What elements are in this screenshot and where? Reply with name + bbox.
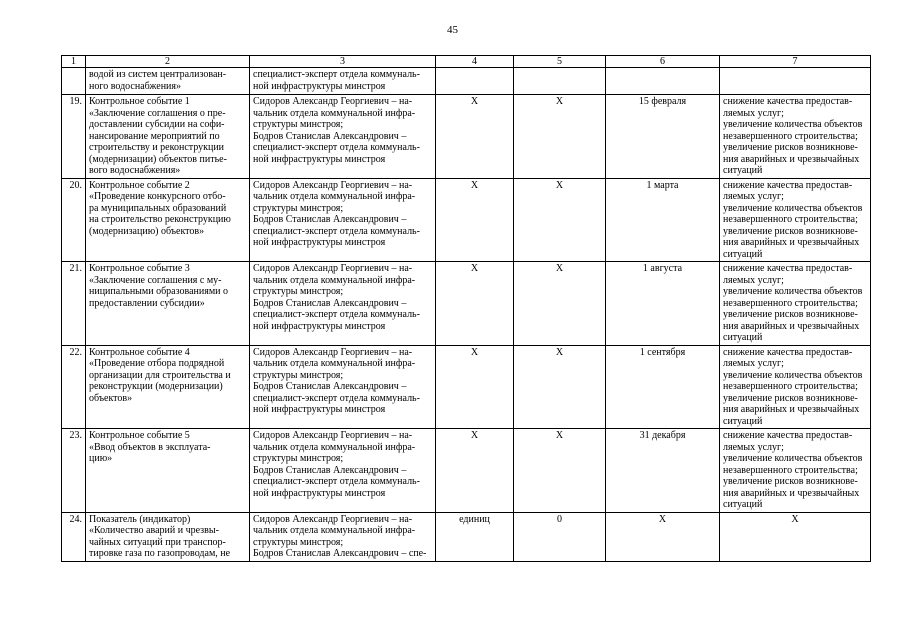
responsible-text-line: Бодров Станислав Александрович – — [253, 297, 407, 309]
responsible-text-line: Сидоров Александр Георгиевич – на- — [253, 513, 413, 525]
responsible-text-line: ной инфраструктуры минстроя — [253, 153, 386, 165]
responsible-text-line: ной инфраструктуры минстроя — [253, 80, 386, 92]
responsible-text-line: чальник отдела коммунальной инфра- — [253, 191, 416, 202]
event-text-line: Показатель (индикатор) — [89, 513, 191, 525]
row-number-cell: 22. — [62, 345, 86, 429]
responsible-text-line: Бодров Станислав Александрович – спе- — [253, 548, 427, 559]
risk-text-line: увеличение рисков возникнове- — [723, 142, 858, 153]
risk-text-line: ляемых услуг; — [723, 107, 784, 119]
event-text-line: «Заключение соглашения о пре- — [89, 107, 226, 119]
responsible-text-line: специалист-эксперт отдела коммуналь- — [253, 392, 420, 404]
responsible-text-line: чальник отдела коммунальной инфра- — [253, 274, 416, 286]
responsible-text-line: ной инфраструктуры минстроя — [253, 320, 386, 332]
header-cell: 7 — [720, 56, 871, 68]
responsible-text-line: чальник отдела коммунальной инфра- — [253, 358, 416, 369]
event-cell — [86, 262, 250, 346]
table-row — [62, 95, 871, 179]
page-number: 45 — [447, 24, 458, 36]
table-row — [62, 512, 871, 561]
value-cell: Х — [514, 262, 606, 346]
risk-text-line: увеличение рисков возникнове- — [723, 476, 858, 487]
risk-text-line: увеличение рисков возникнове- — [723, 392, 858, 404]
responsible-text-line: специалист-эксперт отдела коммуналь- — [253, 142, 420, 153]
table-row — [62, 178, 871, 262]
risk-cell — [720, 178, 871, 262]
event-text-line: строительству и реконструкции — [89, 142, 225, 153]
risk-text-line: снижение качества предостав- — [723, 179, 853, 191]
event-text-line: Контрольное событие 5 — [89, 430, 190, 441]
responsible-text-line: Сидоров Александр Георгиевич – на- — [253, 96, 413, 107]
responsible-text-line: структуры минстроя; — [253, 119, 344, 130]
responsible-text-line: структуры минстроя; — [253, 286, 344, 297]
value-cell: Х — [514, 345, 606, 429]
risk-text-line: увеличение количества объектов — [723, 286, 863, 297]
responsible-text-line: Сидоров Александр Георгиевич – на- — [253, 346, 413, 358]
risk-text-line: ния аварийных и чрезвычайных — [723, 320, 860, 332]
risk-text-line: ситуаций — [723, 165, 763, 176]
responsible-cell — [250, 429, 436, 513]
responsible-text-line: специалист-эксперт отдела коммуналь- — [253, 476, 420, 487]
event-text-line: реконструкции (модернизации) — [89, 381, 223, 392]
row-number-cell: 24. — [62, 512, 86, 561]
date-cell: 1 марта — [606, 178, 720, 262]
event-text-line: на строительство реконструкцию — [89, 214, 231, 225]
responsible-text-line: ной инфраструктуры минстроя — [253, 487, 386, 499]
risk-text-line: снижение качества предостав- — [723, 263, 853, 274]
responsible-text-line: специалист-эксперт отдела коммуналь- — [253, 69, 420, 80]
event-cell — [86, 429, 250, 513]
event-text-line: ниципальными образованиями о — [89, 286, 229, 297]
responsible-cell — [250, 345, 436, 429]
header-cell: 5 — [514, 56, 606, 68]
risk-text-line: ляемых услуг; — [723, 441, 784, 453]
responsible-text-line: специалист-эксперт отдела коммуналь- — [253, 309, 420, 320]
value-cell: Х — [514, 429, 606, 513]
value-cell — [514, 68, 606, 95]
header-cell: 3 — [250, 56, 436, 68]
event-text-line: Контрольное событие 4 — [89, 346, 190, 358]
responsible-cell — [250, 95, 436, 179]
unit-cell: Х — [436, 95, 514, 179]
control-events-table — [61, 55, 871, 562]
responsible-cell — [250, 178, 436, 262]
event-text-line: организации для строительства и — [89, 369, 231, 381]
risk-cell — [720, 68, 871, 95]
date-cell: 1 сентября — [606, 345, 720, 429]
responsible-text-line: структуры минстроя; — [253, 453, 344, 464]
risk-text-line: увеличение рисков возникнове- — [723, 309, 858, 320]
table-row — [62, 429, 871, 513]
responsible-text-line: Бодров Станислав Александрович – — [253, 214, 407, 225]
unit-cell: Х — [436, 429, 514, 513]
risk-text-line: увеличение количества объектов — [723, 453, 863, 464]
responsible-text-line: Бодров Станислав Александрович – — [253, 464, 407, 476]
responsible-text-line: чальник отдела коммунальной инфра- — [253, 441, 416, 453]
event-text-line: водой из систем централизован- — [89, 69, 227, 80]
risk-text-line: незавершенного строительства; — [723, 130, 858, 142]
event-text-line: цию» — [89, 453, 113, 464]
risk-text-line: ния аварийных и чрезвычайных — [723, 153, 860, 165]
header-cell: 6 — [606, 56, 720, 68]
date-cell: 1 августа — [606, 262, 720, 346]
event-text-line: «Количество аварий и чрезвы- — [89, 525, 219, 536]
risk-text-line: незавершенного строительства; — [723, 297, 858, 309]
responsible-text-line: чальник отдела коммунальной инфра- — [253, 525, 416, 536]
row-number-cell — [62, 68, 86, 95]
unit-cell: Х — [436, 345, 514, 429]
unit-cell: Х — [436, 262, 514, 346]
event-text-line: (модернизацию) объектов» — [89, 225, 205, 237]
continuation-row — [62, 68, 871, 95]
responsible-text-line: Сидоров Александр Георгиевич – на- — [253, 263, 413, 274]
event-cell — [86, 178, 250, 262]
event-text-line: «Заключение соглашения с му- — [89, 274, 222, 286]
risk-text-line: незавершенного строительства; — [723, 214, 858, 225]
responsible-cell — [250, 512, 436, 561]
risk-text-line: снижение качества предостав- — [723, 430, 853, 441]
row-number-cell: 21. — [62, 262, 86, 346]
risk-text-line: снижение качества предостав- — [723, 346, 853, 358]
responsible-text-line: ной инфраструктуры минстроя — [253, 237, 386, 248]
risk-text-line: незавершенного строительства; — [723, 381, 858, 392]
event-text-line: нансирование мероприятий по — [89, 130, 220, 142]
table-row — [62, 262, 871, 346]
risk-text-line: увеличение количества объектов — [723, 202, 863, 214]
risk-text-line: ляемых услуг; — [723, 274, 784, 286]
event-cell — [86, 95, 250, 179]
value-cell: Х — [514, 95, 606, 179]
event-cell — [86, 512, 250, 561]
event-text-line: «Проведение конкурсного отбо- — [89, 191, 226, 202]
risk-text-line: ляемых услуг; — [723, 358, 784, 369]
event-text-line: объектов» — [89, 392, 133, 404]
risk-cell — [720, 429, 871, 513]
responsible-text-line: Сидоров Александр Георгиевич – на- — [253, 179, 413, 191]
event-text-line: предоставлении субсидии» — [89, 297, 205, 309]
header-cell: 2 — [86, 56, 250, 68]
row-number-cell: 20. — [62, 178, 86, 262]
row-number-cell: 19. — [62, 95, 86, 179]
risk-text-line: увеличение количества объектов — [723, 119, 863, 130]
table-row — [62, 345, 871, 429]
responsible-text-line: Бодров Станислав Александрович – — [253, 381, 407, 392]
responsible-text-line: Сидоров Александр Георгиевич – на- — [253, 430, 413, 441]
event-text-line: ного водоснабжения» — [89, 80, 181, 92]
unit-cell: Х — [436, 178, 514, 262]
event-text-line: доставлении субсидии на софи- — [89, 119, 225, 130]
unit-cell — [436, 68, 514, 95]
row-number-cell: 23. — [62, 429, 86, 513]
date-cell: 15 февраля — [606, 95, 720, 179]
event-text-line: Контрольное событие 3 — [89, 263, 190, 274]
value-cell: Х — [514, 178, 606, 262]
risk-text-line: ситуаций — [723, 415, 763, 427]
unit-cell: единиц — [436, 512, 514, 561]
table-header-row — [62, 56, 871, 68]
risk-cell — [720, 95, 871, 179]
event-text-line: «Ввод объектов в эксплуата- — [89, 441, 211, 453]
risk-text-line: увеличение рисков возникнове- — [723, 225, 858, 237]
event-cell — [86, 68, 250, 95]
risk-text-line: ситуаций — [723, 499, 763, 510]
header-cell: 1 — [62, 56, 86, 68]
responsible-text-line: структуры минстроя; — [253, 369, 344, 381]
event-text-line: вого водоснабжения» — [89, 165, 181, 176]
risk-text-line: ния аварийных и чрезвычайных — [723, 237, 860, 248]
risk-cell — [720, 345, 871, 429]
risk-text-line: снижение качества предостав- — [723, 96, 853, 107]
event-text-line: ра муниципальных образований — [89, 202, 227, 214]
risk-cell — [720, 262, 871, 346]
risk-text-line: незавершенного строительства; — [723, 464, 858, 476]
event-text-line: тировке газа по газопроводам, не — [89, 548, 231, 559]
risk-text-line: ния аварийных и чрезвычайных — [723, 487, 860, 499]
responsible-cell — [250, 68, 436, 95]
event-text-line: Контрольное событие 2 — [89, 179, 190, 191]
risk-cell — [720, 512, 871, 561]
event-cell — [86, 345, 250, 429]
risk-text-line: увеличение количества объектов — [723, 369, 863, 381]
event-text-line: Контрольное событие 1 — [89, 96, 190, 107]
responsible-cell — [250, 262, 436, 346]
responsible-text-line: чальник отдела коммунальной инфра- — [253, 107, 416, 119]
responsible-text-line: структуры минстроя; — [253, 536, 344, 548]
responsible-text-line: Бодров Станислав Александрович – — [253, 130, 407, 142]
risk-text-line: ситуаций — [723, 248, 763, 260]
date-cell: 31 декабря — [606, 429, 720, 513]
event-text-line: «Проведение отбора подрядной — [89, 358, 225, 369]
header-cell: 4 — [436, 56, 514, 68]
value-cell: 0 — [514, 512, 606, 561]
responsible-text-line: структуры минстроя; — [253, 202, 344, 214]
date-cell — [606, 68, 720, 95]
date-cell: Х — [606, 512, 720, 561]
risk-text-line: ситуаций — [723, 332, 763, 343]
responsible-text-line: специалист-эксперт отдела коммуналь- — [253, 225, 420, 237]
event-text-line: (модернизации) объектов питье- — [89, 153, 227, 165]
risk-text-line: ния аварийных и чрезвычайных — [723, 404, 860, 415]
responsible-text-line: ной инфраструктуры минстроя — [253, 404, 386, 415]
risk-text-line: ляемых услуг; — [723, 191, 784, 202]
risk-text-line: Х — [791, 513, 799, 525]
event-text-line: чайных ситуаций при транспор- — [89, 536, 226, 548]
